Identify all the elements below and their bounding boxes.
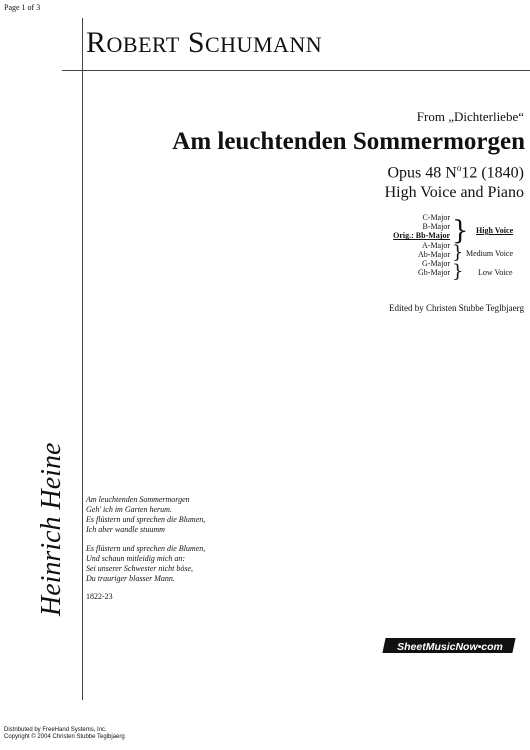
poem-line: Es flüstern und sprechen die Blumen, bbox=[86, 515, 206, 524]
poem-stanza-1 bbox=[86, 495, 205, 535]
key-item: Ab-Major bbox=[418, 249, 450, 259]
poem-text bbox=[86, 495, 205, 602]
logo-text: SheetMusicNow•com bbox=[397, 641, 503, 653]
opus-prefix: Opus 48 N bbox=[387, 164, 457, 182]
composer-name bbox=[86, 26, 322, 60]
poem-line: Ich aber wandle stuumm bbox=[86, 525, 165, 534]
key-item: G-Major bbox=[422, 259, 450, 269]
sheetmusicnow-logo bbox=[380, 636, 520, 656]
medium-voice-label: Medium Voice bbox=[466, 249, 514, 258]
editor-credit: Edited by Christen Stubbe Teglbjaerg bbox=[388, 303, 524, 313]
key-item: B-Major bbox=[422, 222, 450, 232]
song-title: Am leuchtenden Sommermorgen bbox=[172, 128, 525, 155]
poem-line: Am leuchtenden Sommermorgen bbox=[86, 495, 190, 504]
composer-first-rest: OBERT bbox=[106, 32, 180, 57]
poet-name bbox=[34, 430, 67, 620]
key-list bbox=[390, 213, 450, 277]
footer-copyright: Copyright © 2004 Christen Stubbe Teglbjaerg bbox=[4, 734, 125, 740]
medium-brace: } bbox=[452, 242, 464, 263]
key-item: C-Major bbox=[422, 213, 450, 222]
footer bbox=[4, 727, 125, 741]
composer-first-initial: R bbox=[86, 26, 107, 59]
poem-line: Sei unserer Schwester nicht böse, bbox=[86, 564, 194, 573]
key-item: Gb-Major bbox=[418, 268, 450, 278]
low-brace: } bbox=[452, 261, 464, 282]
horizontal-rule bbox=[62, 70, 530, 71]
poem-line: Geh' ich im Garten herum. bbox=[86, 505, 172, 514]
poet-name-text: Heinrich Heine bbox=[36, 442, 67, 616]
key-item: A-Major bbox=[422, 240, 450, 250]
opus-suffix: 12 (1840) bbox=[461, 164, 524, 182]
voice-and-piano: High Voice and Piano bbox=[384, 184, 524, 201]
poem-line: Du trauriger blasser Mann. bbox=[86, 574, 175, 583]
page-number: Page 1 of 3 bbox=[4, 3, 41, 12]
poem-stanza-2 bbox=[86, 544, 205, 584]
poem-line: Und schaun mitleidig mich an: bbox=[86, 554, 186, 563]
opus-line bbox=[388, 163, 525, 182]
high-brace: } bbox=[452, 216, 469, 246]
from-line: From „Dichterliebe“ bbox=[416, 109, 524, 124]
poem-year: 1822-23 bbox=[86, 592, 113, 601]
key-item-original: Orig.: Bb-Major bbox=[393, 231, 450, 241]
footer-distributor: Distributed by FreeHand Systems, Inc. bbox=[4, 727, 107, 733]
opus-superscript: o bbox=[456, 163, 462, 173]
poem-line: Es flüstern und sprechen die Blumen, bbox=[86, 544, 206, 553]
composer-last-rest: CHUMANN bbox=[205, 32, 323, 57]
high-voice-label: High Voice bbox=[476, 226, 514, 235]
low-voice-label: Low Voice bbox=[478, 268, 513, 277]
composer-last-initial: S bbox=[187, 26, 205, 59]
vertical-rule bbox=[82, 18, 83, 700]
